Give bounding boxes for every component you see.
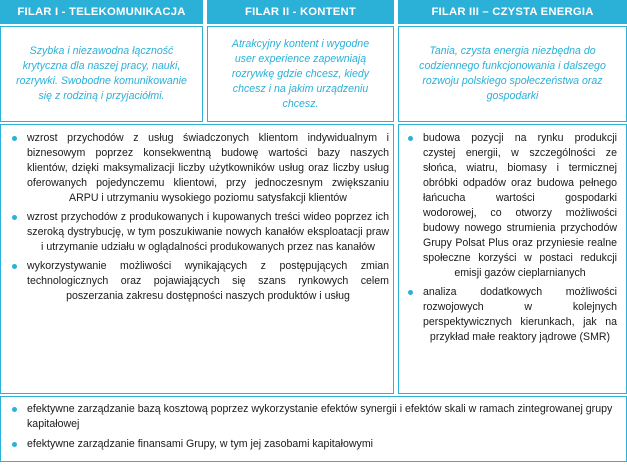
list-item-text: wzrost przychodów z usług świadczonych klientom indywidualnym i biznesowym poprzez konsekwentną budowę wartości bazy naszych klientów, dzięki maksymalizacji liczby użytkowników usług oraz liczby usług oferowanych pojedynczemu klientowi, przy jednoczesnym zwiększaniu ARPU i utrzymaniu wysokiego poziomu satysfakcji klientów	[27, 132, 389, 204]
pillar2-description	[207, 26, 394, 122]
pillar3-header: FILAR III – CZYSTA ENERGIA	[398, 0, 627, 24]
list-item-text: analiza dodatkowych możliwości rozwojowych w kolejnych perspektywicznych kierunkach, jak na przykład małe reaktory jądrowe (SMR)	[423, 286, 617, 343]
list-item	[9, 402, 614, 432]
list-item-text: efektywne zarządzanie bazą kosztową poprzez wykorzystanie efektów synergii i efektów skali w ramach zintegrowanej grupy kapitałowej	[27, 403, 613, 430]
bullet-dot-icon	[12, 264, 17, 269]
shared-goals-box	[0, 396, 627, 462]
pillar1-description	[0, 26, 203, 122]
pillar1-description-text: Szybka i niezawodna łączność krytyczna dla naszej pracy, nauki, rozrywki. Swobodne komunikowanie się z rodziną i przyjaciółmi.	[16, 45, 187, 102]
pillar2-header: FILAR II - KONTENT	[207, 0, 394, 24]
pillar1-2-goals-box	[0, 124, 394, 394]
list-item	[405, 285, 617, 345]
pillar2-description-text: Atrakcyjny kontent i wygodne user experience zapewniają rozrywkę gdzie chcesz, kiedy chcesz i na jakim urządzeniu chcesz.	[231, 37, 370, 110]
shared-goals-list	[9, 402, 614, 457]
list-item	[9, 437, 614, 452]
list-item	[9, 259, 389, 304]
pillar3-description	[398, 26, 627, 122]
bullet-dot-icon	[408, 290, 413, 295]
pillar1-header: FILAR I - TELEKOMUNIKACJA	[0, 0, 203, 24]
list-item	[9, 210, 389, 255]
bullet-dot-icon	[12, 442, 17, 447]
pillar3-goals-box	[398, 124, 627, 394]
pillar1-2-goals-list	[9, 131, 389, 308]
bullet-dot-icon	[12, 407, 17, 412]
bullet-dot-icon	[12, 215, 17, 220]
list-item	[405, 131, 617, 281]
list-item-text: wykorzystywanie możliwości wynikających z postępujących zmian technologicznych oraz pojawiających się szans rynkowych celem poszerzania zakresu dostępności naszych produktów i usług	[27, 260, 389, 302]
bullet-dot-icon	[408, 136, 413, 141]
pillar3-goals-list	[405, 131, 617, 349]
pillar3-description-text: Tania, czysta energia niezbędna do codziennego funkcjonowania i dalszego rozwoju polskiego społeczeństwa oraz gospodarki	[419, 45, 606, 102]
list-item	[9, 131, 389, 206]
bullet-dot-icon	[12, 136, 17, 141]
list-item-text: budowa pozycji na rynku produkcji czystej energii, w szczególności ze słońca, wiatru, biomasy i termicznej obróbki odpadów oraz budowa pełnego łańcucha wartości gospodarki wodorowej, co otworzy możliwości budowy nowego strumienia przychodów Grupy Polsat Plus oraz przyniesie realne społeczne korzyści w postaci redukcji emisji gazów cieplarnianych	[423, 132, 617, 279]
list-item-text: efektywne zarządzanie finansami Grupy, w tym jej zasobami kapitałowymi	[27, 438, 374, 450]
list-item-text: wzrost przychodów z produkowanych i kupowanych treści wideo poprzez ich szeroką dystrybucję, w tym poszukiwanie nowych kanałów eksploatacji praw i utrzymanie udziału w oglądalności produkowanych przez nas kanałów	[27, 211, 389, 253]
